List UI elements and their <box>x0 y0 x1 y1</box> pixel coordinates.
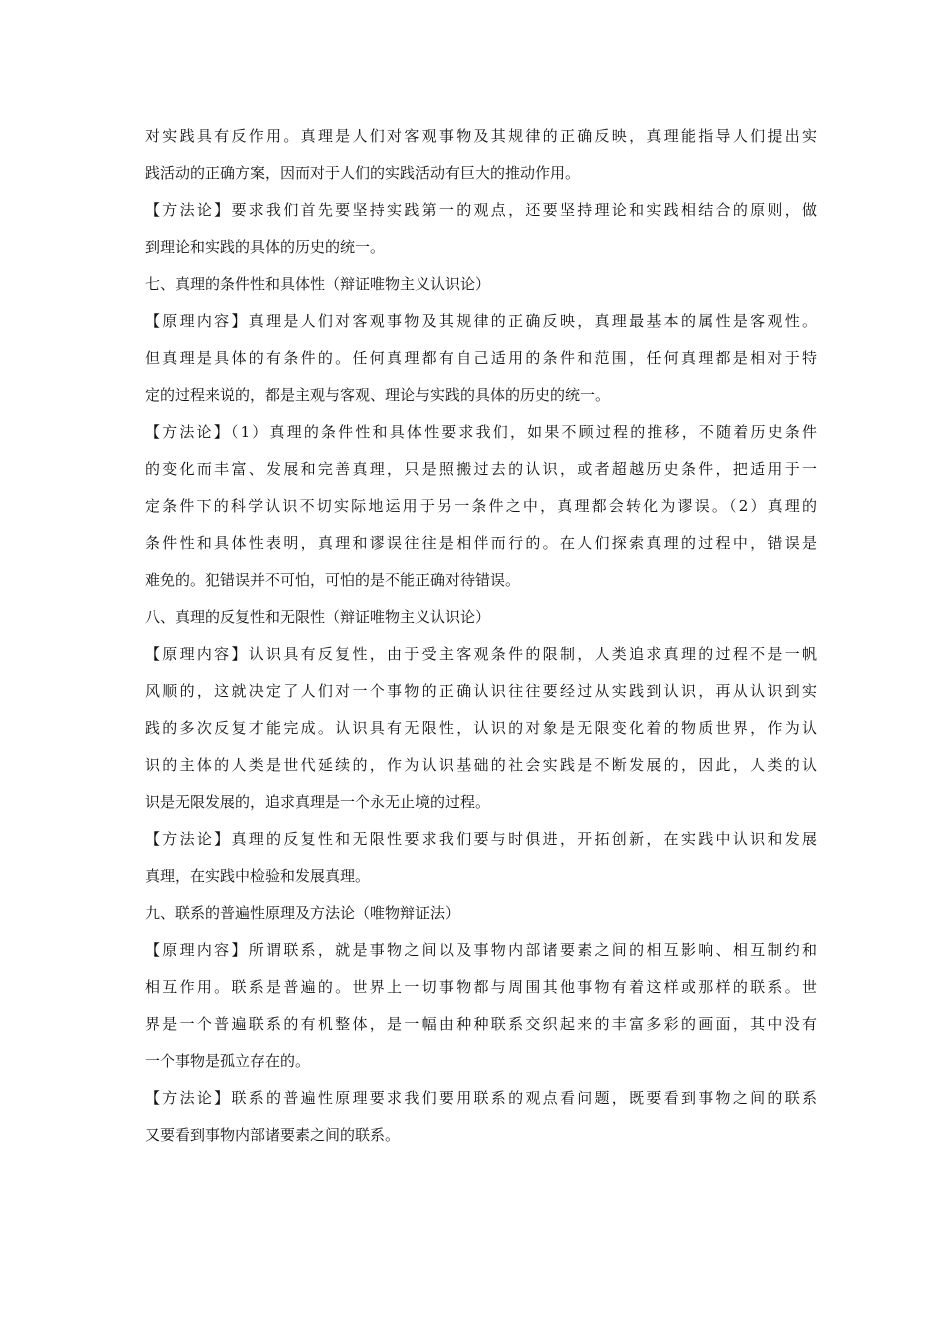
document-body <box>145 118 817 1154</box>
text-line: 定的过程来说的，都是主观与客观、理论与实践的具体的历史的统一。 <box>145 386 611 404</box>
text-line: 真理，在实践中检验和发展真理。 <box>145 867 371 885</box>
section-heading-8: 八、真理的反复性和无限性（辩证唯物主义认识论） <box>145 608 491 626</box>
text-line: 界是一个普遍联系的有机整体，是一幅由种种联系交织起来的丰富多彩的画面，其中没有 <box>145 1015 817 1033</box>
text-line: 践的多次反复才能完成。认识具有无限性，认识的对象是无限变化着的物质世界，作为认 <box>145 719 817 737</box>
text-line: 【方法论】联系的普遍性原理要求我们要用联系的观点看问题，既要看到事物之间的联系 <box>145 1089 817 1107</box>
text-line: 到理论和实践的具体的历史的统一。 <box>145 238 386 256</box>
text-line: 践活动的正确方案，因而对于人们的实践活动有巨大的推动作用。 <box>145 164 581 182</box>
text-line: 【原理内容】认识具有反复性，由于受主客观条件的限制，人类追求真理的过程不是一帆 <box>145 645 817 663</box>
section-heading-9: 九、联系的普遍性原理及方法论（唯物辩证法） <box>145 904 461 922</box>
text-line: 【方法论】要求我们首先要坚持实践第一的观点，还要坚持理论和实践相结合的原则，做 <box>145 201 817 219</box>
text-line: 对实践具有反作用。真理是人们对客观事物及其规律的正确反映，真理能指导人们提出实 <box>145 127 817 145</box>
text-line: 定条件下的科学认识不切实际地运用于另一条件之中，真理都会转化为谬误。（2）真理的 <box>145 497 817 515</box>
text-line: 难免的。犯错误并不可怕，可怕的是不能正确对待错误。 <box>145 571 521 589</box>
text-line: 相互作用。联系是普遍的。世界上一切事物都与周围其他事物有着这样或那样的联系。世 <box>145 978 817 996</box>
text-line: 【原理内容】真理是人们对客观事物及其规律的正确反映，真理最基本的属性是客观性。 <box>145 312 817 330</box>
section-heading-7: 七、真理的条件性和具体性（辩证唯物主义认识论） <box>145 275 491 293</box>
text-line: 识的主体的人类是世代延续的，作为认识基础的社会实践是不断发展的，因此，人类的认 <box>145 756 817 774</box>
text-line: 【方法论】（1）真理的条件性和具体性要求我们，如果不顾过程的推移，不随着历史条件 <box>145 423 817 441</box>
text-line: 的变化而丰富、发展和完善真理，只是照搬过去的认识，或者超越历史条件，把适用于一 <box>145 460 817 478</box>
text-line: 风顺的，这就决定了人们对一个事物的正确认识往往要经过从实践到认识，再从认识到实 <box>145 682 817 700</box>
text-line: 识是无限发展的，追求真理是一个永无止境的过程。 <box>145 793 491 811</box>
text-line: 又要看到事物内部诸要素之间的联系。 <box>145 1126 401 1144</box>
text-line: 一个事物是孤立存在的。 <box>145 1052 311 1070</box>
text-line: 但真理是具体的有条件的。任何真理都有自己适用的条件和范围，任何真理都是相对于特 <box>145 349 817 367</box>
text-line: 【方法论】真理的反复性和无限性要求我们要与时俱进，开拓创新，在实践中认识和发展 <box>145 830 817 848</box>
text-line: 条件性和具体性表明，真理和谬误往往是相伴而行的。在人们探索真理的过程中，错误是 <box>145 534 817 552</box>
text-line: 【原理内容】所谓联系，就是事物之间以及事物内部诸要素之间的相互影响、相互制约和 <box>145 941 817 959</box>
